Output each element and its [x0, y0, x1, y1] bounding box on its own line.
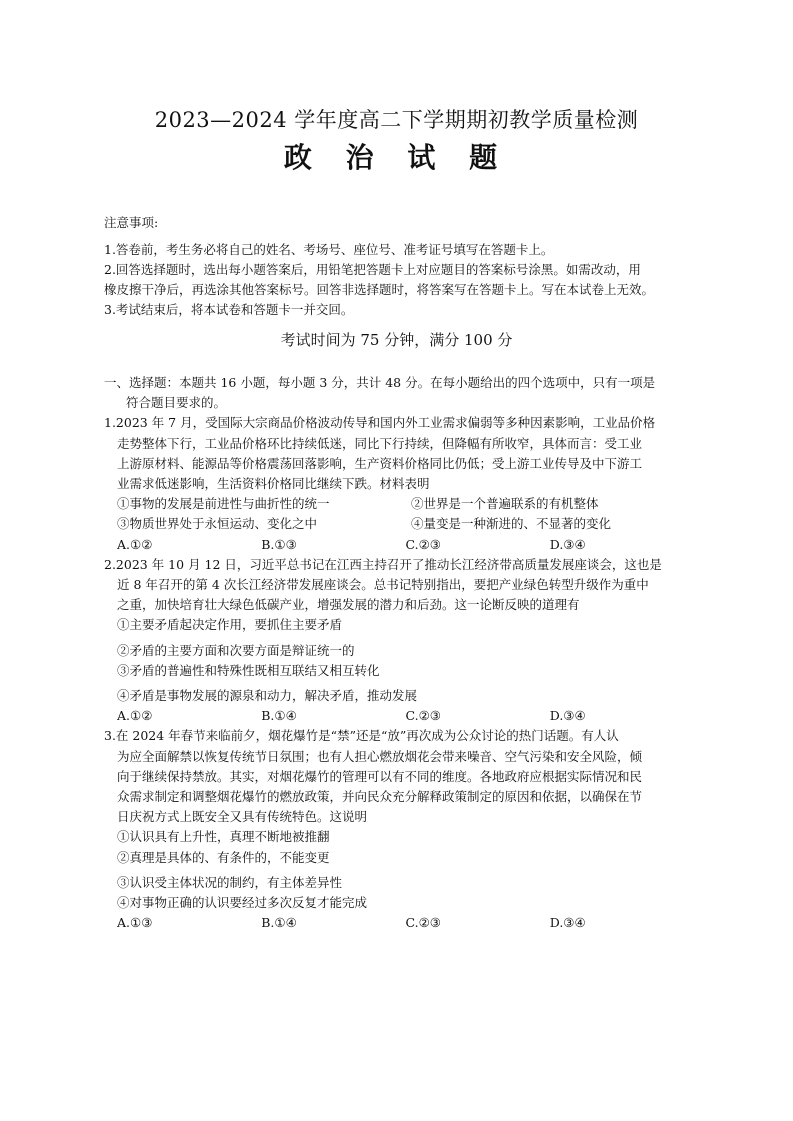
notice-heading: 注意事项:: [104, 215, 159, 230]
choice-a: A.①③: [117, 915, 153, 931]
answer-choices: [104, 535, 694, 555]
question-1: [104, 413, 694, 554]
statement: ①主要矛盾起决定作用，要抓住主要矛盾: [117, 617, 343, 633]
statement: ①事物的发展是前进性与曲折性的统一: [117, 496, 330, 512]
notice-item: 3.考试结束后，将本试卷和答题卡一并交回。: [104, 302, 354, 317]
choice-c: C.②③: [405, 915, 442, 931]
statement: ①认识具有上升性，真理不断地被推翻: [117, 829, 330, 845]
statement: ②真理是具体的、有条件的，不能变更: [117, 849, 330, 865]
choice-c: C.②③: [405, 708, 442, 724]
statement-row: [104, 494, 694, 514]
choice-a: A.①②: [117, 536, 153, 552]
choice-d: D.③④: [549, 915, 586, 931]
exam-time-line: 考试时间为 75 分钟，满分 100 分: [280, 331, 513, 349]
notice-item: 2.回答选择题时，选出每小题答案后，用铅笔把答题卡上对应题目的答案标号涂黑。如需改动，用: [104, 262, 641, 277]
statement: ④对事物正确的认识要经过多次反复才能完成: [117, 895, 368, 911]
question-stem-line: 日庆祝方式上既安全又具有传统特色。这说明: [117, 809, 368, 825]
notice-item: 1.答卷前，考生务必将自己的姓名、考场号、座位号、准考证号填写在答题卡上。: [104, 242, 554, 257]
statement: ③矛盾的普遍性和特殊性既相互联结又相互转化: [117, 662, 380, 678]
question-2: [104, 555, 694, 727]
statement-row: [104, 514, 694, 534]
choice-d: D.③④: [549, 708, 586, 724]
question-stem-line: 1.2023 年 7 月，受国际大宗商品价格波动传导和国内外工业需求偏弱等多种因素影响，工业品价格: [104, 415, 656, 431]
notice-section: [104, 213, 704, 320]
statement: ②矛盾的主要方面和次要方面是辩证统一的: [117, 642, 355, 658]
choice-a: A.①②: [117, 708, 153, 724]
choice-b: B.①④: [261, 915, 297, 931]
question-stem-line: 众需求制定和调整烟花爆竹的燃放政策，并向民众充分解释政策制定的原因和依据，以确保在节: [117, 789, 643, 805]
choice-b: B.①④: [261, 708, 297, 724]
subject-title: 政 治 试 题: [283, 141, 510, 174]
question-stem-line: 2.2023 年 10 月 12 日，习近平总书记在江西主持召开了推动长江经济带高质量发展座谈会，这也是: [104, 556, 662, 572]
section-instruction-cont: 符合题目要求的。: [126, 395, 227, 411]
question-stem-line: 向于继续保持禁放。其实，对烟花爆竹的管理可以有不同的维度。各地政府应根据实际情况和民: [117, 768, 643, 784]
statement: ②世界是一个普遍联系的有机整体: [411, 496, 599, 512]
answer-choices: [104, 913, 694, 933]
question-stem-line: 为应全面解禁以恢复传统节日氛围；也有人担心燃放烟花会带来噪音、空气污染和安全风险，倾: [117, 748, 643, 764]
choice-b: B.①③: [261, 536, 297, 552]
statement: ③物质世界处于永恒运动、变化之中: [117, 516, 318, 532]
notice-item: 橡皮擦干净后，再选涂其他答案标号。回答非选择题时，将答案写在答题卡上。写在本试卷上无效。: [104, 282, 655, 297]
choice-c: C.②③: [405, 536, 442, 552]
question-stem-line: 近 8 年召开的第 4 次长江经济带发展座谈会。总书记特别指出，要把产业绿色转型升级作为重中: [117, 577, 649, 593]
question-stem-line: 3.在 2024 年春节来临前夕，烟花爆竹是“禁”还是“放”再次成为公众讨论的热门话题。有人认: [104, 728, 619, 744]
statement: ④矛盾是事物发展的源泉和动力，解决矛盾，推动发展: [117, 688, 418, 704]
question-stem-line: 业需求低迷影响，生活资料价格同比继续下跌。材料表明: [117, 476, 430, 492]
question-stem-line: 之重，加快培育壮大绿色低碳产业，增强发展的潜力和后劲。这一论断反映的道理有: [117, 597, 580, 613]
choice-d: D.③④: [549, 536, 586, 552]
question-stem-line: 走势整体下行，工业品价格环比持续低迷，同比下行持续，但降幅有所收窄，具体而言：受工业: [117, 435, 643, 451]
statement: ③认识受主体状况的制约，有主体差异性: [117, 874, 343, 890]
exam-title: 2023—2024 学年度高二下学期期初教学质量检测: [154, 108, 639, 132]
answer-choices: [104, 706, 694, 726]
section-instruction: 一、选择题：本题共 16 小题，每小题 3 分，共计 48 分。在每小题给出的四个选项中，只有一项是: [104, 375, 656, 390]
question-stem-line: 上游原材料、能源品等价格震荡回落影响，生产资料价格同比仍低；受上游工业传导及中下游工: [117, 455, 643, 471]
statement: ④量变是一种渐进的、不显著的变化: [411, 516, 612, 532]
question-section: [104, 373, 694, 933]
question-3: [104, 726, 694, 933]
